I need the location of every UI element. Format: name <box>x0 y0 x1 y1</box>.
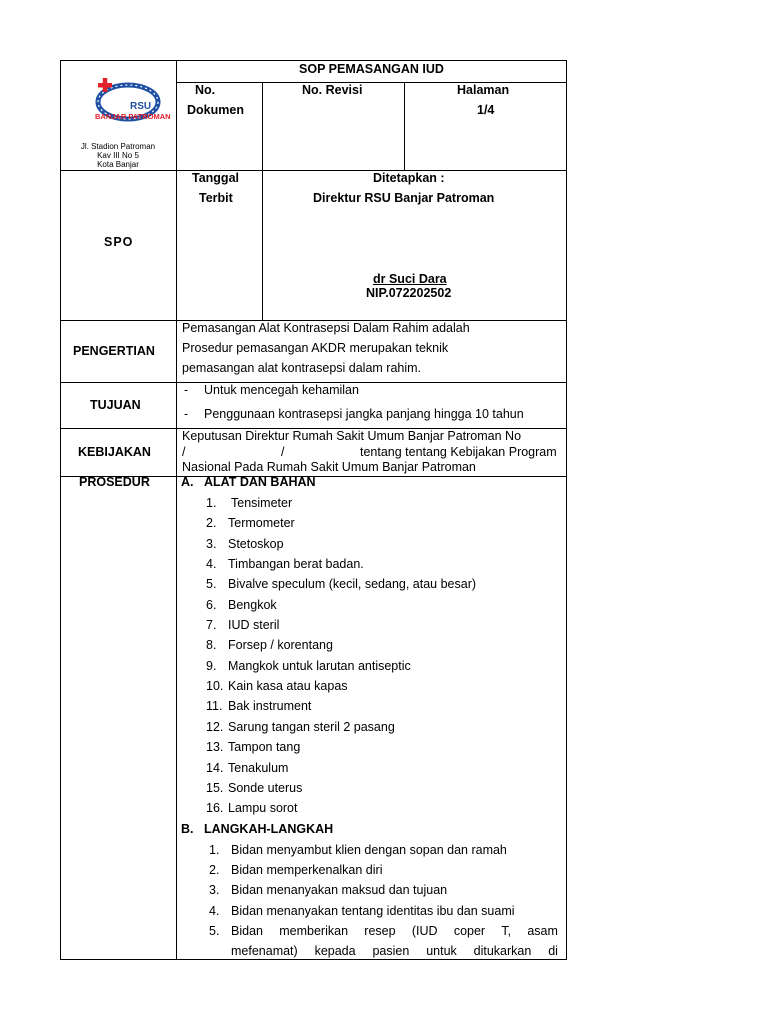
pengertian-line-3: pemasangan alat kontrasepsi dalam rahim. <box>182 361 422 375</box>
alat-num-11: 11. <box>206 699 223 713</box>
spo-label: SPO <box>104 235 134 249</box>
no-dokumen-label-1: No. <box>195 83 216 97</box>
alat-item-3: Stetoskop <box>228 537 284 551</box>
langkah-num-5: 5. <box>209 924 220 938</box>
langkah-5-word-9: kepada <box>314 944 356 958</box>
langkah-5-word-8: mefenamat) <box>231 944 298 958</box>
alat-num-8: 8. <box>206 638 217 652</box>
table-right-border <box>566 60 567 960</box>
halaman-label: Halaman <box>457 83 510 97</box>
pengertian-label: PENGERTIAN <box>73 344 155 358</box>
langkah-5-word-13: di <box>548 944 558 958</box>
kebijakan-line-1: Keputusan Direktur Rumah Sakit Umum Banjar Patroman No <box>182 429 522 443</box>
ditetapkan-label: Ditetapkan : <box>373 171 445 185</box>
section-a-title: ALAT DAN BAHAN <box>204 475 316 489</box>
langkah-num-2: 2. <box>209 863 220 877</box>
alat-item-5: Bivalve speculum (kecil, sedang, atau besar) <box>228 577 477 591</box>
alat-item-15: Sonde uterus <box>228 781 303 795</box>
section-b-title: LANGKAH-LANGKAH <box>204 822 334 836</box>
kebijakan-slash-2: / <box>281 445 285 459</box>
address-line-1: Jl. Stadion Patroman <box>80 142 156 151</box>
logo-graphic <box>92 74 164 130</box>
langkah-item-3: Bidan menanyakan maksud dan tujuan <box>231 883 448 897</box>
pengertian-line-2: Prosedur pemasangan AKDR merupakan teknik <box>182 341 449 355</box>
tanggal-label-2: Terbit <box>199 191 233 205</box>
langkah-5-word-1: Bidan <box>231 924 263 938</box>
pengertian-line-1: Pemasangan Alat Kontrasepsi Dalam Rahim adalah <box>182 321 470 335</box>
address-line-3: Kota Banjar <box>97 160 139 169</box>
alat-num-7: 7. <box>206 618 217 632</box>
tujuan-item-1: Untuk mencegah kehamilan <box>204 383 359 397</box>
alat-item-9: Mangkok untuk larutan antiseptic <box>228 659 411 673</box>
alat-item-11: Bak instrument <box>228 699 312 713</box>
langkah-item-4: Bidan menanyakan tentang identitas ibu dan suami <box>231 904 515 918</box>
langkah-5-word-7: asam <box>527 924 558 938</box>
table-bottom-border <box>60 959 567 960</box>
alat-num-9: 9. <box>206 659 217 673</box>
alat-item-7: IUD steril <box>228 618 280 632</box>
address-line-2: Kav III No 5 <box>97 151 139 160</box>
direktur-title: Direktur RSU Banjar Patroman <box>313 191 495 205</box>
langkah-num-4: 4. <box>209 904 220 918</box>
header-row-divider <box>60 170 567 171</box>
tujuan-bullet-1: - <box>184 383 189 397</box>
alat-num-15: 15. <box>206 781 224 795</box>
prosedur-label: PROSEDUR <box>79 475 150 489</box>
alat-num-13: 13. <box>206 740 224 754</box>
dokumen-column-divider <box>262 82 263 320</box>
signatory-name: dr Suci Dara <box>373 272 447 286</box>
revisi-column-divider <box>404 82 405 170</box>
langkah-5-word-4: (IUD <box>411 924 438 938</box>
langkah-5-word-3: resep <box>364 924 396 938</box>
langkah-num-1: 1. <box>209 843 220 857</box>
alat-num-12: 12. <box>206 720 224 734</box>
document-title: SOP PEMASANGAN IUD <box>299 62 444 76</box>
alat-num-6: 6. <box>206 598 217 612</box>
kebijakan-line-3: Nasional Pada Rumah Sakit Umum Banjar Patroman <box>182 460 476 474</box>
no-revisi-label: No. Revisi <box>302 83 363 97</box>
tujuan-bullet-2: - <box>184 407 189 421</box>
hospital-logo <box>92 74 171 130</box>
alat-item-1: Tensimeter <box>231 496 293 510</box>
table-left-border <box>60 60 61 960</box>
alat-num-1: 1. <box>206 496 217 510</box>
alat-item-14: Tenakulum <box>228 761 289 775</box>
tanggal-label-1: Tanggal <box>192 171 239 185</box>
langkah-5-word-12: ditukarkan <box>473 944 532 958</box>
table-top-border <box>60 60 567 61</box>
kebijakan-line-2-text: tentang tentang Kebijakan Program <box>360 445 557 459</box>
langkah-item-2: Bidan memperkenalkan diri <box>231 863 383 877</box>
alat-num-4: 4. <box>206 557 217 571</box>
logo-text: RSU <box>130 101 152 112</box>
langkah-item-5-line-1 <box>231 924 558 939</box>
langkah-5-word-2: memberikan <box>279 924 349 938</box>
tujuan-item-2: Penggunaan kontrasepsi jangka panjang hingga 10 tahun <box>204 407 524 421</box>
alat-item-4: Timbangan berat badan. <box>228 557 364 571</box>
no-dokumen-label-2: Dokumen <box>187 103 244 117</box>
alat-num-16: 16. <box>206 801 224 815</box>
kebijakan-label: KEBIJAKAN <box>78 445 151 459</box>
alat-item-6: Bengkok <box>228 598 277 612</box>
alat-item-13: Tampon tang <box>228 740 301 754</box>
tujuan-label: TUJUAN <box>90 398 141 412</box>
langkah-item-5-line-2 <box>231 944 558 959</box>
alat-num-3: 3. <box>206 537 217 551</box>
langkah-5-word-10: pasien <box>372 944 410 958</box>
alat-num-5: 5. <box>206 577 217 591</box>
langkah-num-3: 3. <box>209 883 220 897</box>
logo-subtext: BANJAR PATROMAN <box>95 112 171 121</box>
langkah-5-word-5: coper <box>453 924 486 938</box>
alat-num-14: 14. <box>206 761 224 775</box>
signatory-nip: NIP.072202502 <box>366 286 452 300</box>
alat-item-12: Sarung tangan steril 2 pasang <box>228 720 395 734</box>
langkah-item-1: Bidan menyambut klien dengan sopan dan ramah <box>231 843 507 857</box>
alat-num-10: 10. <box>206 679 224 693</box>
alat-item-10: Kain kasa atau kapas <box>228 679 348 693</box>
alat-item-2: Termometer <box>228 516 295 530</box>
langkah-5-word-11: untuk <box>426 944 457 958</box>
halaman-value: 1/4 <box>477 103 495 117</box>
langkah-5-word-6: T, <box>501 924 512 938</box>
alat-num-2: 2. <box>206 516 217 530</box>
label-column-divider <box>176 60 177 960</box>
kebijakan-slash-1: / <box>182 445 186 459</box>
alat-item-16: Lampu sorot <box>228 801 298 815</box>
section-a-letter: A. <box>181 475 194 489</box>
section-b-letter: B. <box>181 822 194 836</box>
alat-item-8: Forsep / korentang <box>228 638 333 652</box>
